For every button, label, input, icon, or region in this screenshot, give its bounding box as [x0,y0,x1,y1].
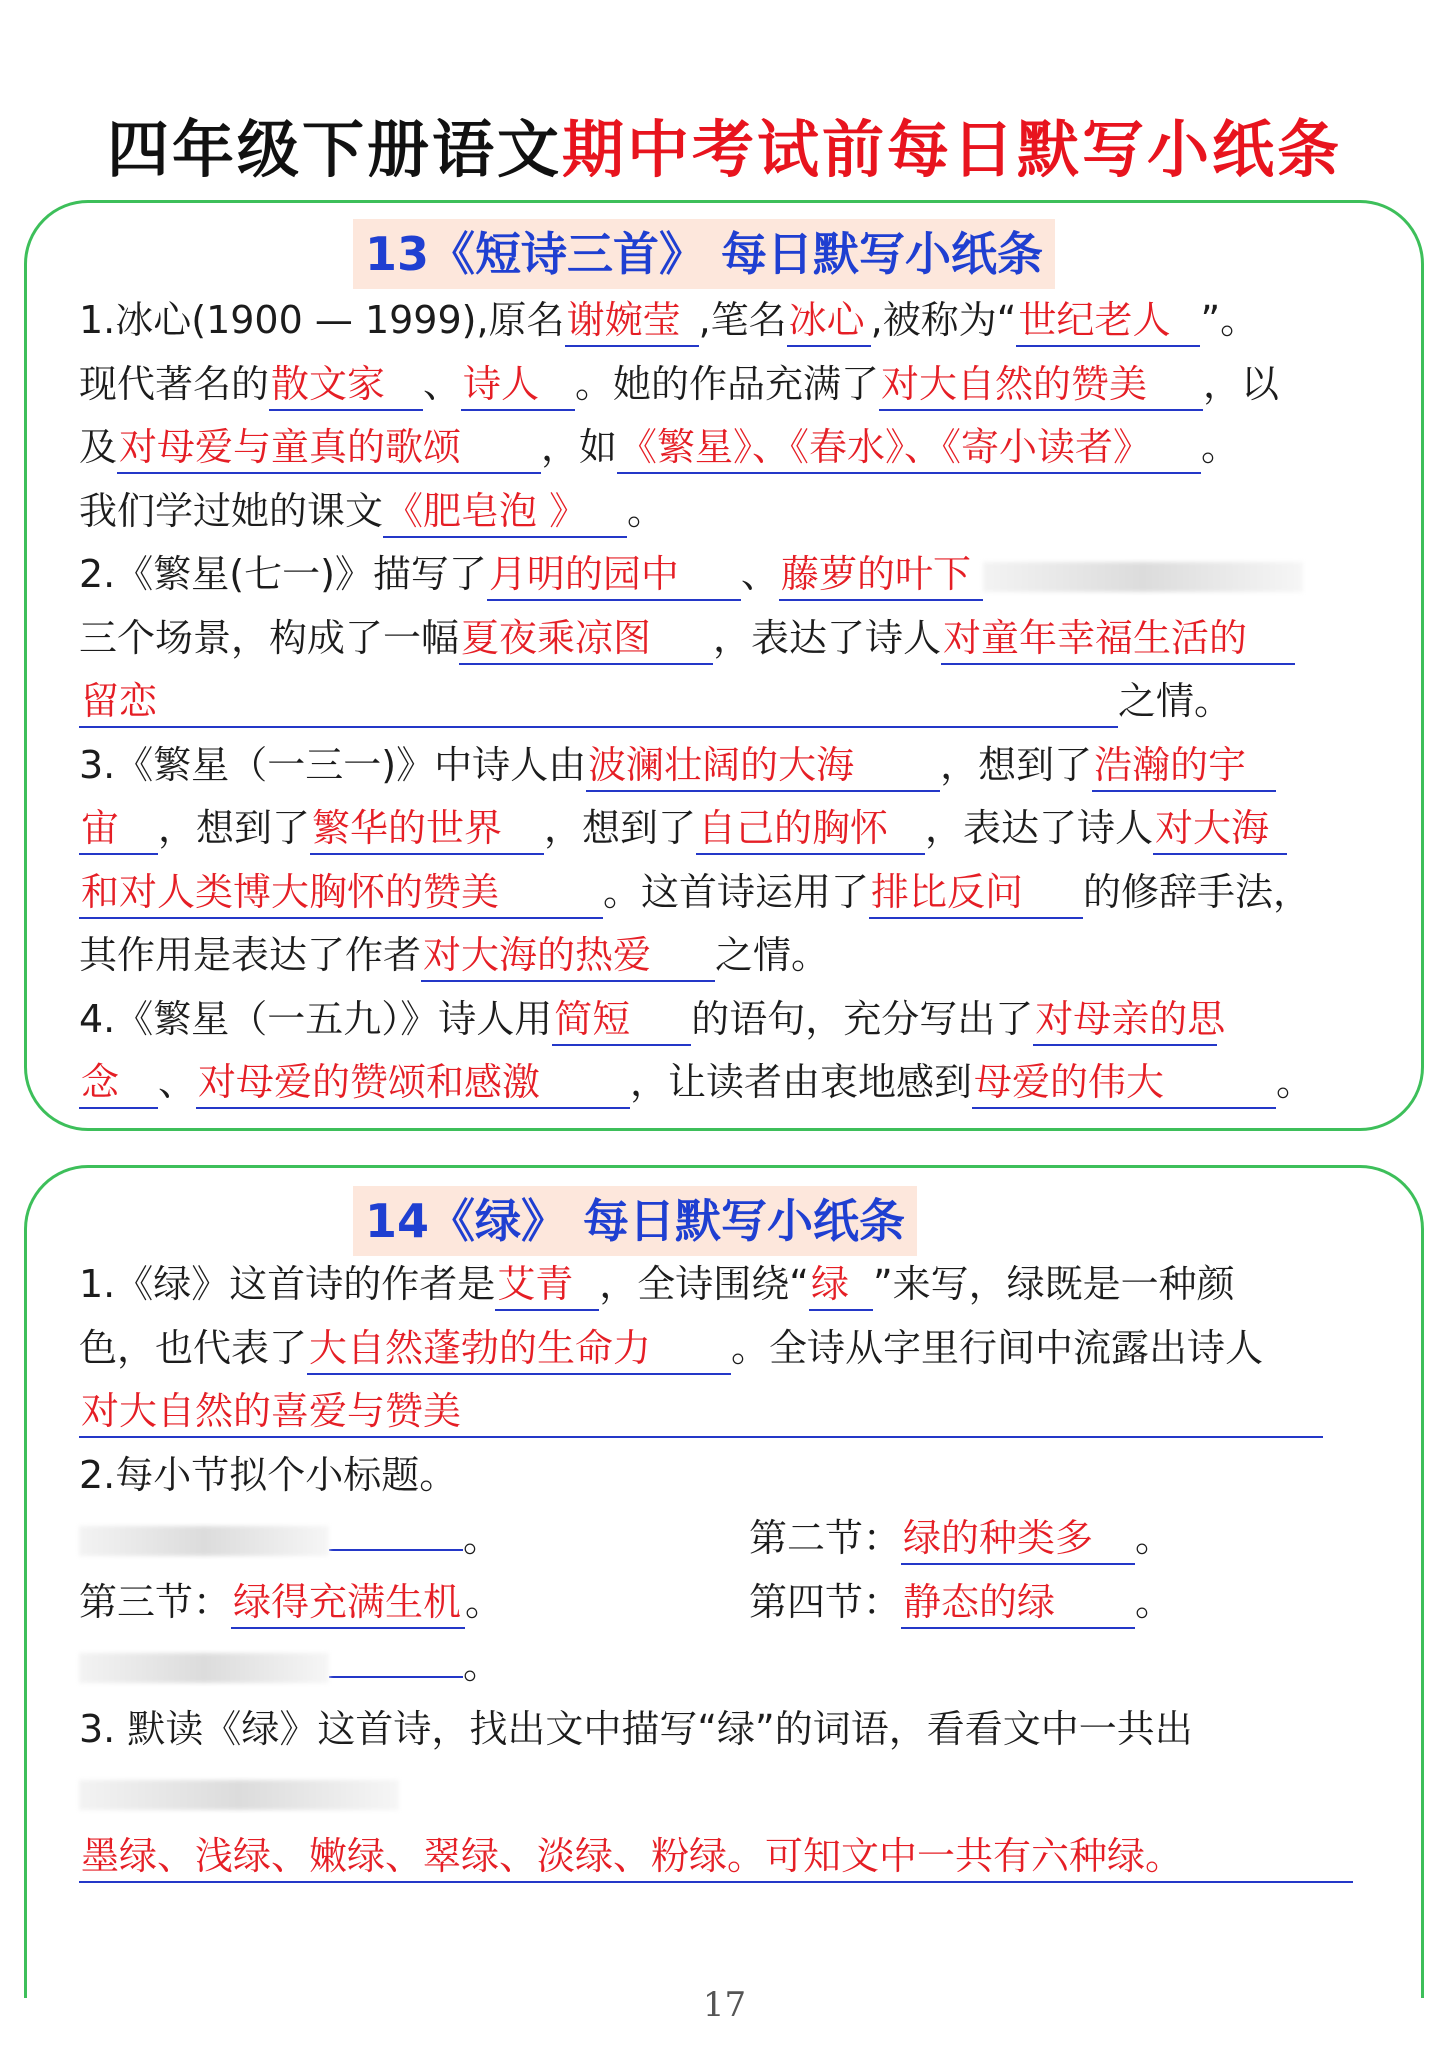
answer-blank: 艾青 [495,1259,599,1311]
text: 色，也代表了 [79,1325,308,1370]
text: 现代著名的 [79,361,270,406]
answer-blank: 对母爱的赞颂和感激 [196,1057,630,1109]
subtitle-row [79,1571,1353,1635]
text: 。 [1201,425,1240,469]
answer-blank: 《肥皂泡 》 [383,486,627,538]
answer-blank: 绿 [809,1259,873,1311]
subtitle-row [79,1634,1353,1698]
text: ,笔名 [698,298,787,342]
answer-blank: 谢婉莹 [565,295,699,347]
text: 第四节： [749,1579,902,1624]
answer-blank: 静态的绿 [901,1577,1135,1629]
answer-blank: 对大海的热爱 [421,930,715,982]
answer-blank: 世纪老人 [1016,295,1200,347]
answer-blank: 浩瀚的宇 [1092,740,1276,792]
answer-blank: 大自然蓬勃的生命力 [307,1323,731,1375]
text-line [79,416,1314,480]
text: 第三节： [79,1579,232,1624]
text: ,被称为“ [870,298,1017,342]
subtitle-row [79,1507,1353,1571]
text: 。 [1135,1579,1174,1624]
text: 三个场景，构成了一幅 [79,615,460,660]
answer-blank: 自己的胸怀 [696,803,925,855]
text-line [79,607,1314,671]
text: ”来写，绿既是一种颜 [872,1262,1235,1306]
answer-blank: 冰心 [787,295,871,347]
answer-blank: 对大海 [1153,803,1287,855]
text: ，表达了诗人 [713,615,942,660]
answer-blank: 诗人 [461,359,575,411]
text-line [79,670,1314,734]
card1-header: 13《短诗三首》 每日默写小纸条 [353,219,1055,289]
answer-blank: 夏夜乘凉图 [459,613,713,665]
page-title [0,100,1449,189]
text-line [79,480,1314,544]
answer-blank: 对童年幸福生活的 [941,613,1295,665]
text-line [79,1317,1353,1381]
subtitle-cell [749,1571,1173,1635]
answer-blank: 绿得充满生机 [231,1577,465,1629]
card2-content [79,1253,1353,1888]
page-number: 17 [702,1985,747,2025]
answer-blank [329,1549,463,1551]
text-line [79,1051,1314,1115]
text: 。 [627,488,666,533]
text-line [79,1698,1353,1762]
text: 4.《繁星（一五九）》诗人用 [79,996,553,1041]
text: ，如 [541,425,618,469]
text: 之情。 [715,933,830,977]
text: 。全诗从字里行间中流露出诗人 [731,1325,1264,1370]
text-line [79,353,1314,417]
text: 之情。 [1118,679,1233,723]
answer-blank: 绿的种类多 [901,1513,1135,1565]
answer-blank: 波澜壮阔的大海 [586,740,940,792]
text: 3.《繁星（一三一)》中诗人由 [79,742,587,787]
answer-blank: 宙 [79,803,158,855]
text-line [79,734,1314,798]
text: 。 [1276,1060,1315,1104]
text: 3. 默读《绿》这首诗，找出文中描写“绿”的词语，看看文中一共出 [79,1706,1193,1751]
card-short-poems [24,200,1424,1131]
answer-blank: 母爱的伟大 [972,1057,1276,1109]
card-green [24,1165,1424,1998]
text: 的修辞手法， [1083,869,1312,914]
text: 。这首诗运用了 [603,869,870,914]
text: 、 [423,361,462,406]
answer-blank: 对大自然的赞美 [879,359,1203,411]
text: 、 [740,552,779,596]
text: 1.《绿》这首诗的作者是 [79,1262,496,1306]
text: 。 [463,1516,502,1560]
card1-content [79,289,1314,1115]
text: 我们学过她的课文 [79,488,384,533]
text: 。 [1135,1516,1174,1560]
text: 。她的作品充满了 [575,361,880,406]
blurred-area [79,1653,329,1683]
answer-blank: 月明的园中 [487,549,741,601]
answer-blank: 藤萝的叶下 [779,549,983,601]
text-line [79,1444,1353,1508]
text-line [79,543,1314,607]
text: ，表达了诗人 [925,806,1154,850]
text: 及 [79,425,118,469]
text: 、 [158,1060,197,1104]
text: ”。 [1200,298,1259,342]
answer-blank: 念 [79,1057,158,1109]
text-line [79,924,1314,988]
text: 其作用是表达了作者 [79,933,422,977]
page-title-red: 期中考试前每日默写小纸条 [562,113,1343,186]
answer-blank: 和对人类博大胸怀的赞美 [79,867,603,919]
answer-blank: 简短 [552,994,691,1046]
text: ，想到了 [544,806,697,850]
answer-blank: 《繁星》、《春水》、《寄小读者》 [617,422,1201,474]
text: 。 [463,1643,502,1687]
text: ，让读者由衷地感到 [630,1060,973,1104]
answer-blank: 对母亲的思 [1033,994,1217,1046]
subtitle-cell [79,1634,501,1698]
text-line [79,1380,1353,1444]
answer-blank: 散文家 [269,359,423,411]
text: 。 [465,1579,504,1624]
text-line [79,1761,1353,1825]
text: 第二节： [749,1516,902,1560]
card2-header: 14《绿》 每日默写小纸条 [353,1186,917,1256]
blurred-area [983,562,1303,592]
answer-blank: 对大自然的喜爱与赞美 [79,1386,1323,1438]
text: 2.《繁星(七一)》描写了 [79,552,487,596]
text: 2.每小节拟个小标题。 [79,1452,458,1497]
text-line [79,797,1314,861]
answer-blank: 对母爱与童真的歌颂 [117,422,541,474]
blurred-area [79,1780,399,1810]
answer-blank: 墨绿、浅绿、嫩绿、翠绿、淡绿、粉绿。可知文中一共有六种绿。 [79,1831,1353,1883]
text: 1.冰心(1900 — 1999),原名 [79,298,565,342]
answer-blank: 排比反问 [869,867,1083,919]
page-title-black: 四年级下册语文 [106,113,562,186]
text: ，想到了 [940,742,1093,787]
text-line [79,1825,1353,1889]
text: 的语句，充分写出了 [691,996,1034,1041]
subtitle-cell [79,1571,503,1635]
blurred-area [79,1526,329,1556]
answer-blank: 留恋 [79,676,1118,728]
text: ，想到了 [158,806,311,850]
subtitle-cell [749,1507,1173,1571]
answer-blank [329,1676,463,1678]
text-line [79,1253,1353,1317]
text-line [79,861,1314,925]
text: ，全诗围绕“ [599,1262,809,1306]
answer-blank: 繁华的世界 [310,803,544,855]
text-line [79,988,1314,1052]
text-line [79,289,1314,353]
text: ，以 [1203,361,1280,406]
subtitle-cell [79,1507,501,1571]
